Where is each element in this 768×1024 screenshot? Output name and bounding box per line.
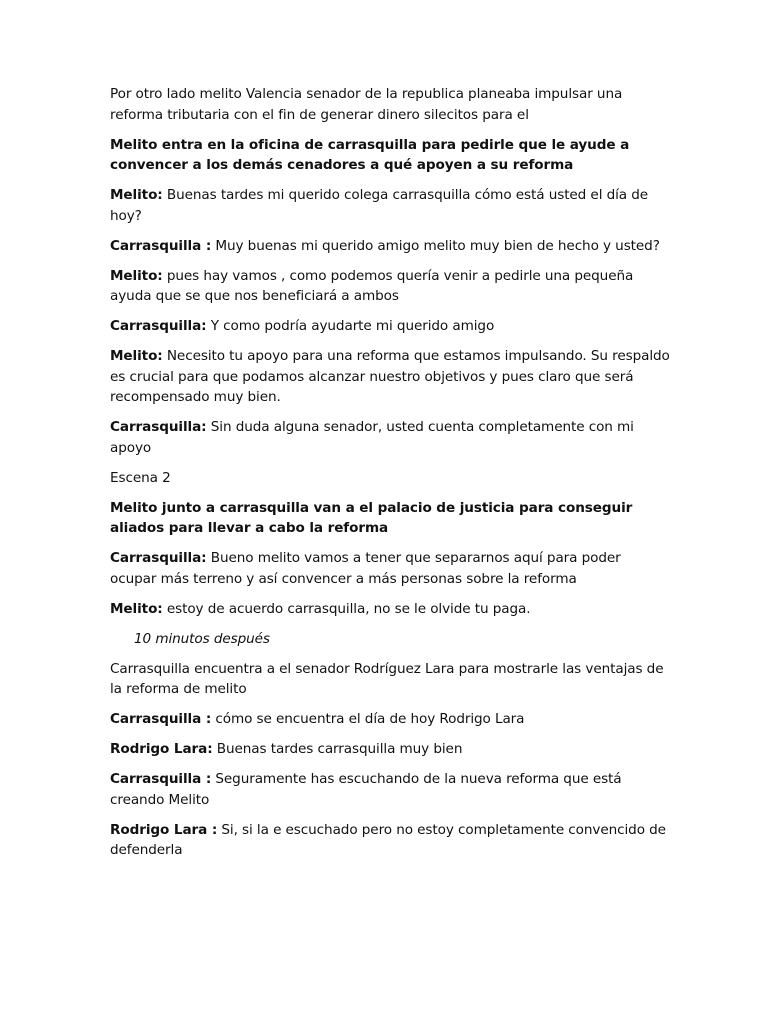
- dialogue-text: Seguramente has escuchando de la nueva reforma que está creando Melito: [110, 771, 622, 808]
- dialogue-text: Necesito tu apoyo para una reforma que estamos impulsando. Su respaldo es crucial para que podamos alcanzar nuestro objetivos y pues claro que será recompensado muy bien.: [110, 348, 670, 405]
- speaker-name: Rodrigo Lara:: [110, 741, 213, 757]
- dialogue-text: Buenas tardes mi querido colega carrasquilla cómo está usted el día de hoy?: [110, 187, 649, 224]
- scene-heading: Escena 2: [110, 469, 171, 486]
- speaker-name: Carrasquilla :: [110, 237, 212, 254]
- dialogue-line: [110, 236, 670, 257]
- dialogue-line: [110, 820, 670, 861]
- dialogue-line: [110, 417, 670, 458]
- dialogue-text: cómo se encuentra el día de hoy Rodrigo Lara: [211, 711, 525, 727]
- dialogue-text: pues hay vamos , como podemos quería venir a pedirle una pequeña ayuda que se que nos beneficiará a ambos: [110, 267, 634, 304]
- dialogue-line: [110, 739, 670, 760]
- speaker-name: Melito:: [110, 600, 163, 617]
- dialogue-line: [110, 709, 670, 730]
- narration-paragraph: Carrasquilla encuentra a el senador Rodríguez Lara para mostrarle las ventajas de la reforma de melito: [110, 660, 664, 697]
- dialogue-text: estoy de acuerdo carrasquilla, no se le olvide tu paga.: [162, 600, 531, 617]
- time-transition: 10 minutos después: [134, 630, 270, 647]
- speaker-name: Melito:: [110, 187, 163, 203]
- dialogue-text: Bueno melito vamos a tener que separarnos aquí para poder ocupar más terreno y así convencer a más personas sobre la reforma: [110, 550, 621, 587]
- dialogue-text: Y como podría ayudarte mi querido amigo: [206, 318, 495, 334]
- dialogue-line: [110, 548, 670, 589]
- dialogue-line: [110, 185, 670, 226]
- dialogue-line: [110, 316, 670, 337]
- speaker-name: Melito:: [110, 267, 163, 284]
- dialogue-line: [110, 599, 670, 620]
- dialogue-text: Sin duda alguna senador, usted cuenta completamente con mi apoyo: [110, 419, 634, 456]
- dialogue-line: [110, 266, 670, 307]
- speaker-name: Carrasquilla:: [110, 550, 207, 566]
- stage-direction: Melito entra en la oficina de carrasquilla para pedirle que le ayude a convencer a los demás cenadores a qué apoyen a su reforma: [110, 136, 630, 173]
- speaker-name: Carrasquilla :: [110, 771, 212, 787]
- dialogue-line: [110, 346, 670, 408]
- narration-paragraph: Por otro lado melito Valencia senador de la republica planeaba impulsar una reforma tributaria con el fin de generar dinero silecitos para el: [110, 86, 623, 123]
- speaker-name: Melito:: [110, 348, 163, 364]
- dialogue-text: Muy buenas mi querido amigo melito muy bien de hecho y usted?: [211, 237, 660, 254]
- speaker-name: Carrasquilla:: [110, 318, 207, 334]
- dialogue-text: Buenas tardes carrasquilla muy bien: [212, 741, 463, 757]
- speaker-name: Carrasquilla:: [110, 419, 207, 435]
- speaker-name: Carrasquilla :: [110, 711, 212, 727]
- document-page: [110, 84, 670, 870]
- dialogue-line: [110, 769, 670, 810]
- stage-direction: Melito junto a carrasquilla van a el palacio de justicia para conseguir aliados para llevar a cabo la reforma: [110, 499, 633, 536]
- speaker-name: Rodrigo Lara :: [110, 821, 218, 838]
- dialogue-text: Si, si la e escuchado pero no estoy completamente convencido de defenderla: [110, 821, 666, 858]
